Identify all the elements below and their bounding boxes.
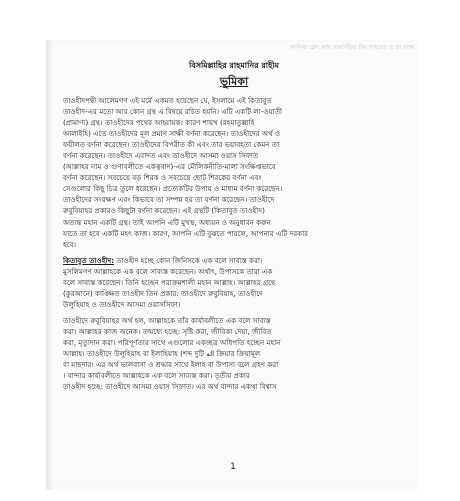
line-text: আলাইহি) এতে তাওহীদের মূল প্রমাণ সাক্ষী বর্ণনা করেছেন। তাওহীদের অর্থ ও	[63, 129, 281, 139]
text-line	[63, 315, 405, 326]
text-line	[63, 117, 405, 128]
line-text: আল্লাহ। তাওহীদে উলুহিয়াহ বা ইলাহিয়াহ (শব্দ দুটি اله ক্রিয়ার ক্রিয়ামূল	[63, 349, 261, 359]
page-content	[63, 60, 405, 397]
text-line	[63, 161, 405, 172]
text-line	[63, 228, 405, 239]
line-text: যাতে তা হবে একটি মহৎ কাজ। কারণ, আপনি এটি বুঝতে পারলে, আপনার এটি দরকার	[63, 228, 309, 238]
text-line	[63, 139, 405, 150]
line-text: (কুরআনে) কাঙ্ক্ষিত তাওহীদ তিন প্রকার: তাওহীদে রুবুবিয়াহ, তাওহীদে	[63, 288, 263, 298]
line-text: তাওহীদে রুবুবিয়াহর অর্থ হল, আল্লাহকে তাঁর কার্যাবলীতে এক বলে সাব্যস্ত	[63, 315, 271, 325]
book-page	[46, 40, 419, 490]
text-line	[63, 359, 405, 370]
line-text: তাওহীদের সংরক্ষণ এবং কিভাবে তা সম্পন্ন হয় তা বর্ণনা করেছেন। তাওহীদে	[63, 195, 275, 205]
line-text: উলুহিয়াহ ও তাওহীদে আসমা ওয়াসসিফা।	[63, 299, 181, 309]
text-line	[63, 106, 405, 117]
text-line	[63, 255, 405, 266]
line-text: বর্ণনা করেছেন। সবচেয়ে বড় শিরক ও সবচেয়ে ছোট শিরকের বর্ণনা এবং	[63, 173, 262, 183]
text-line	[63, 194, 405, 205]
line-text: বা মাছদার। এর অর্থ ভালবাসা ও শ্রদ্ধার সাথে ইলাহ বা উপাস্য বলে গ্রহণ করা	[63, 360, 279, 370]
body-text	[63, 95, 405, 392]
text-line	[63, 277, 405, 288]
line-text: করা, মৃত্যুদান করা। পরিপূর্ণতার সাথে এগুলোর একচ্ছত্র অধিপতি হচ্ছেন মহান	[63, 337, 281, 347]
line-text: (আল্লাহর নাম ও গুণাবলীতে একত্ববাদ)-এর মৌলিকনীতি-মালা সংক্ষিপ্তভাবে	[63, 162, 276, 172]
line-text: তাওহীদ-এর মতো আর কোন গ্রন্থ এ বিষয়ে রচিত হয়নি। এটি একটি লা-ওয়াতী	[63, 107, 283, 117]
text-line	[63, 172, 405, 183]
line-text: বলে সাব্যস্ত করেছেন। তিনি হচ্ছেন পরাক্রমশালী মহান আল্লাহ। আল্লাহর গ্রন্থে	[63, 277, 276, 287]
line-text: । বান্দার কার্যাবলীতে আল্লাহকে এক বলে সাব্যস্ত করা। তৃতীয় প্রকার	[63, 371, 250, 381]
bleed-through-text: কালিমা ব্লেন কাছ অন্তর্নিহিত চীন সাহব্যো এ ভ্রা বাক্ষ্য	[290, 44, 415, 51]
line-text: (প্রামাণ্য) গ্রন্থ। তাওহীদের পথের আহ্বায়ক। কারণ শায়খ (রহমাতুল্লাহি	[63, 118, 255, 128]
text-line	[63, 205, 405, 216]
text-line	[63, 217, 405, 228]
line-text: করা। আল্লাহর কাজ অনেক। তন্মধ্যে হচ্ছে: সৃষ্টি করা, জীবিকা দেয়া, জীবিত	[63, 326, 272, 336]
line-text: হবে।	[63, 239, 77, 249]
paragraph	[63, 315, 405, 392]
page-title: ভূমিকা	[219, 75, 249, 88]
text-line	[63, 266, 405, 277]
page-number: 1	[230, 462, 236, 472]
text-line	[63, 183, 405, 194]
line-text: তাওহীদপন্থী আলেমগণ এই মর্মে একমত হয়েছেন যে, ইসলামে এই কিতাবুত	[63, 96, 272, 105]
line-text: রুবুবিয়াহর প্রকারও কিছুটা বর্ণনা করেছেন। এই গ্রন্থটি (কিতাবুত তাওহীদ)	[63, 206, 265, 216]
section-lead: কিতাবুত তাওহীদ:	[63, 255, 115, 265]
line-text: ফযীলত বর্ণনা করেছেন। তাওহীদের বিপরীত কী এবং তার ভয়াবহতা কেমন তা	[63, 140, 280, 150]
text-line	[63, 239, 405, 250]
text-line	[63, 128, 405, 139]
line-text: তাওহীদ হচ্ছে: তাওহীদে আসমা ওয়াস সিফাত। এর অর্থ বান্দার একথা বিশ্বাস	[63, 382, 277, 392]
line-text: অত্যন্ত মহান একটি গ্রন্থ। তাই আপনি এটি মুখস্থ, অধ্যয়ন ও অনুধাবন করুন	[63, 217, 271, 227]
text-line	[63, 370, 405, 381]
text-line	[63, 288, 405, 299]
text-line	[63, 381, 405, 392]
text-line	[63, 348, 405, 359]
text-line	[63, 337, 405, 348]
line-text: মুসলিমগণ আল্লাহকে এক বলে সাব্যস্ত করেছেন। অর্থাৎ, উপাসকে তারা এক	[63, 266, 273, 276]
text-line	[63, 299, 405, 310]
text-line	[63, 326, 405, 337]
line-text: তাওহীদ হচ্ছে কোন জিনিসকে এক বলে সাব্যস্ত করা।	[114, 255, 263, 265]
text-line	[63, 150, 405, 161]
paragraph	[63, 255, 405, 310]
line-text: সেগুলোর কিছু চিত্র তুলে ধরেছেন। প্রত্যেকটির উপায় ও মাধ্যম বর্ণনা করেছেন।	[63, 184, 283, 194]
bismillah: বিসমিল্লাহির রাহমানির রাহীম	[188, 61, 280, 70]
line-text: বর্ণনা করেছেন। তাওহীদে এবাদত এবং তাওহীদে আসমা ওয়াস সিফাত	[63, 151, 259, 161]
text-line	[63, 95, 405, 106]
paragraph	[63, 95, 405, 250]
